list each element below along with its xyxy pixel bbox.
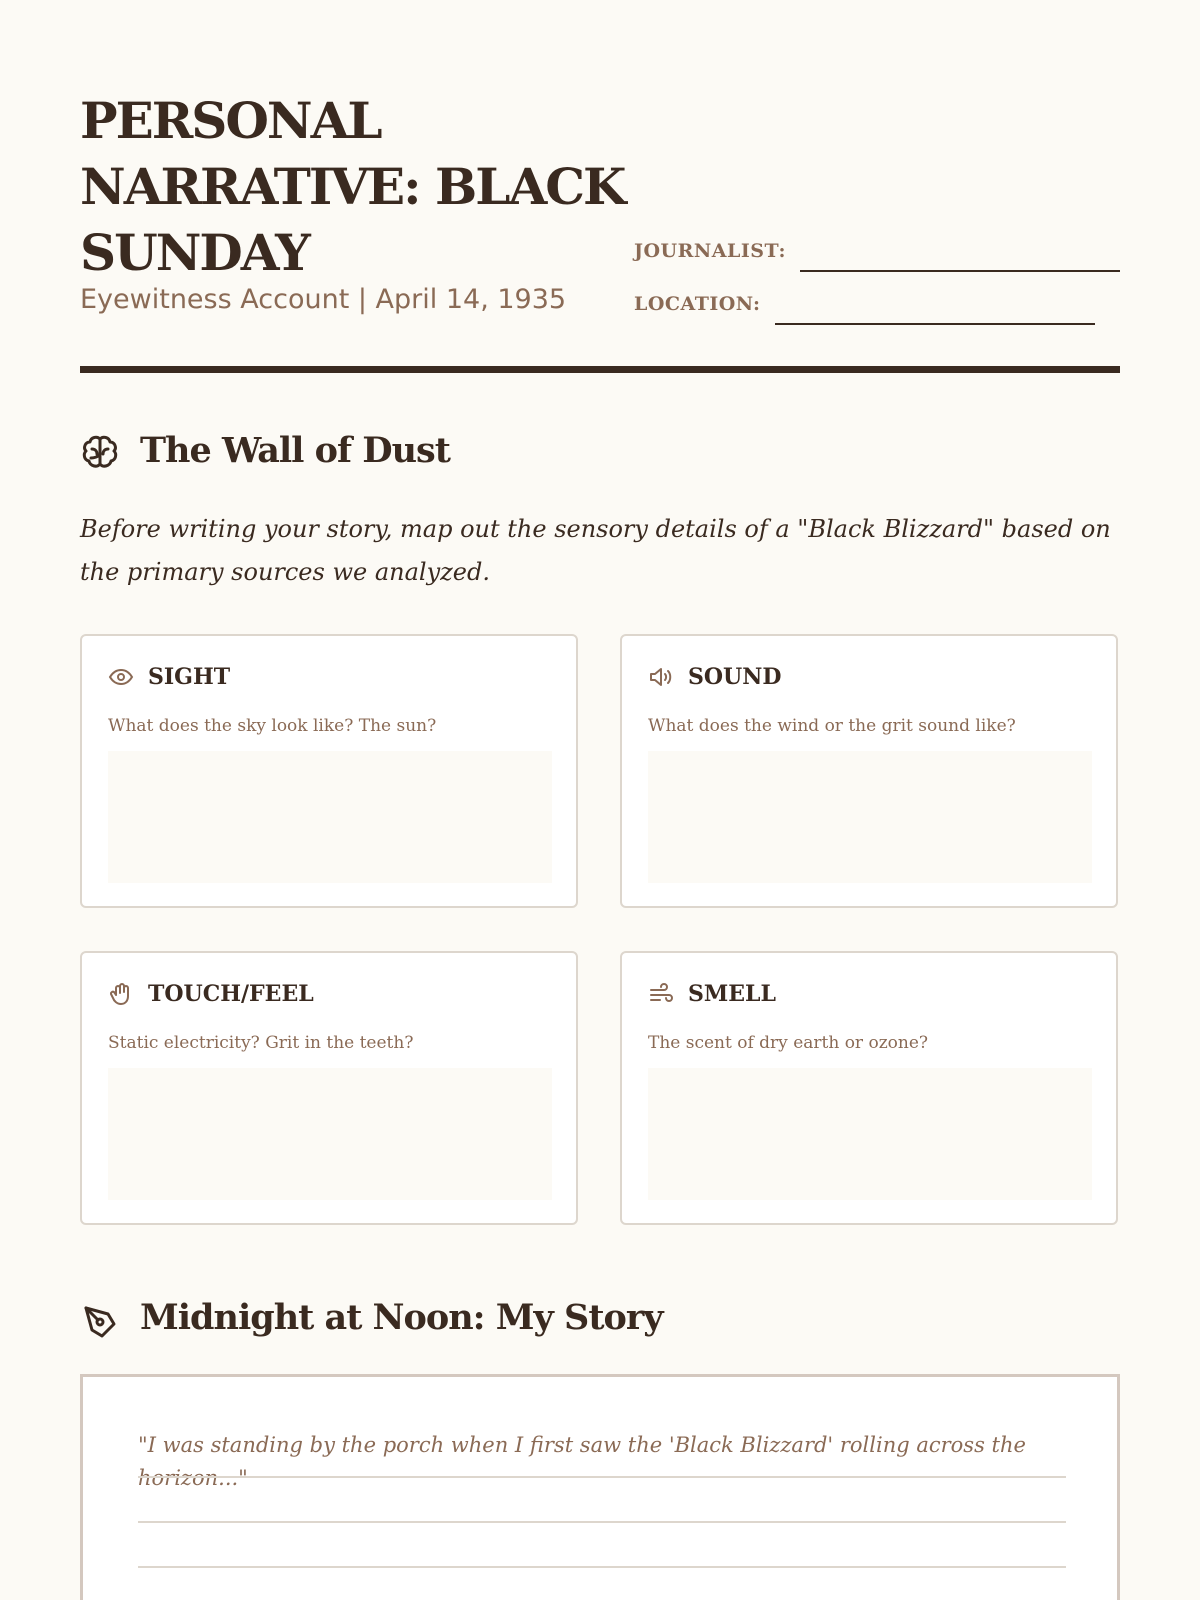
brain-icon	[80, 434, 120, 474]
section-title-my-story: Midnight at Noon: My Story	[140, 1297, 663, 1338]
pen-nib-icon	[80, 1302, 120, 1342]
writing-line	[138, 1476, 1066, 1478]
hand-icon	[108, 981, 134, 1007]
sensory-card-touch	[80, 951, 578, 1225]
journalist-input-line[interactable]	[800, 270, 1120, 272]
section-title-wall-of-dust: The Wall of Dust	[140, 430, 450, 471]
smell-notes-field[interactable]	[648, 1068, 1092, 1200]
speaker-icon	[648, 664, 674, 690]
writing-line	[138, 1521, 1066, 1523]
page-subtitle: Eyewitness Account | April 14, 1935	[80, 284, 567, 315]
story-prompt: "I was standing by the porch when I first saw the 'Black Blizzard' rolling across the horizon..."	[138, 1433, 1026, 1490]
wind-icon	[648, 981, 674, 1007]
eye-icon	[108, 664, 134, 690]
location-input-line[interactable]	[775, 323, 1095, 325]
story-writing-area[interactable]	[80, 1374, 1120, 1600]
writing-line	[138, 1566, 1066, 1568]
card-title: SIGHT	[148, 664, 231, 690]
sensory-card-sound	[620, 634, 1118, 908]
page-title: PERSONAL NARRATIVE: BLACK SUNDAY	[80, 91, 625, 282]
card-prompt: What does the wind or the grit sound like?	[648, 716, 1016, 736]
sensory-card-smell	[620, 951, 1118, 1225]
touch-notes-field[interactable]	[108, 1068, 552, 1200]
location-label: LOCATION:	[634, 293, 761, 315]
card-title: SOUND	[688, 664, 782, 690]
card-prompt: What does the sky look like? The sun?	[108, 716, 437, 736]
sensory-card-sight	[80, 634, 578, 908]
header-divider	[80, 366, 1120, 373]
card-prompt: Static electricity? Grit in the teeth?	[108, 1033, 414, 1053]
card-prompt: The scent of dry earth or ozone?	[648, 1033, 929, 1053]
card-title: TOUCH/FEEL	[148, 981, 314, 1007]
card-title: SMELL	[688, 981, 776, 1007]
journalist-label: JOURNALIST:	[634, 240, 786, 262]
sound-notes-field[interactable]	[648, 751, 1092, 883]
sight-notes-field[interactable]	[108, 751, 552, 883]
section-intro: Before writing your story, map out the sensory details of a "Black Blizzard" based on the primary sources we analyzed.	[80, 515, 1111, 586]
